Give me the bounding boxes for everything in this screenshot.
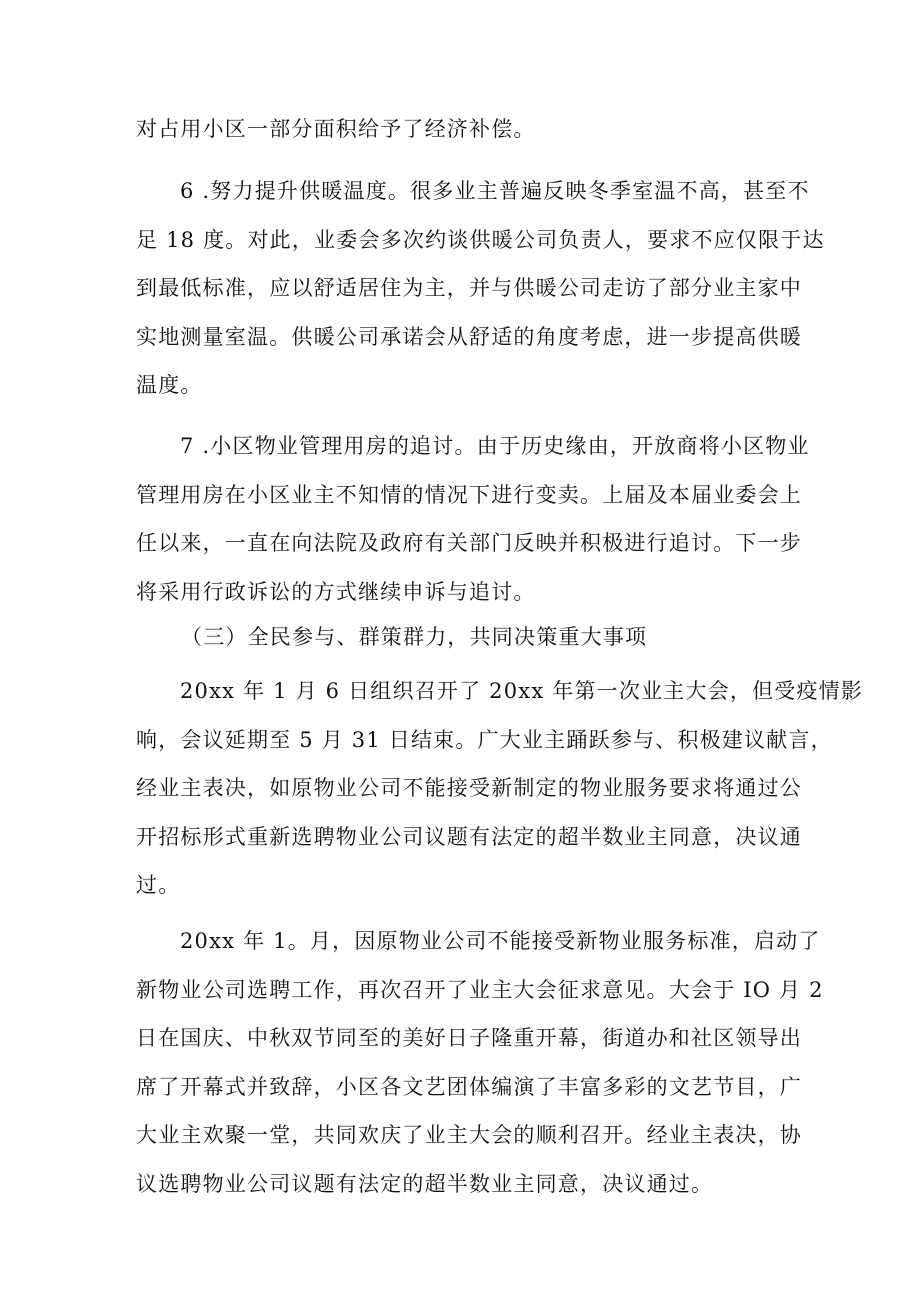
text-line: 席了开幕式并致辞，小区各文艺团体编演了丰富多彩的文艺节目，广 [136,1074,802,1099]
text-line: 响，会议延期至 5 月 31 日结束。广大业主踊跃参与、积极建议献言， [136,727,833,752]
text-line: 将采用行政诉讼的方式继续申诉与追讨。 [136,579,536,604]
text-line: 任以来，一直在向法院及政府有关部门反映并积极进行追讨。下一步 [136,531,802,555]
text-line: 管理用房在小区业主不知情的情况下进行变卖。上届及本届业委会上 [136,482,802,507]
text-line: 到最低标准，应以舒适居住为主，并与供暖公司走访了部分业主家中 [136,276,802,300]
text-line: 开招标形式重新选聘物业公司议题有法定的超半数业主同意，决议通 [136,824,802,849]
text-line: 20xx 年 1。月，因原物业公司不能接受新物业服务标准，启动了 [180,929,821,953]
paragraph-heating-temperature [136,167,825,410]
text-line: 实地测量室温。供暖公司承诺会从舒适的角度考虑，进一步提高供暖 [136,324,802,349]
paragraph-compensation [136,105,786,154]
text-line: 新物业公司选聘工作，再次召开了业主大会征求意见。大会于 IO 月 2 [136,977,824,1002]
paragraph-owners-meeting-first [136,667,864,910]
text-line: 日在国庆、中秋双节同至的美好日子隆重开幕，街道办和社区领导出 [136,1026,802,1050]
text-line: 20xx 年 1 月 6 日组织召开了 20xx 年第一次业主大会，但受疫情影 [180,679,864,703]
text-line: 过。 [136,873,181,897]
text-line: 经业主表决，如原物业公司不能接受新制定的物业服务要求将通过公 [136,776,802,800]
text-line: 足 18 度。对此，业委会多次约谈供暖公司负责人，要求不应仅限于达 [136,227,825,252]
text-line: 温度。 [136,373,203,397]
text-line: 7 .小区物业管理用房的追讨。由于历史缘由，开放商将小区物业 [180,434,810,458]
text-line: 对占用小区一部分面积给予了经济补偿。 [136,117,536,141]
paragraph-owners-meeting-second [136,917,824,1208]
text-line: 议选聘物业公司议题有法定的超半数业主同意，决议通过。 [136,1171,714,1196]
section-heading: （三）全民参与、群策群力，共同决策重大事项 [181,625,648,649]
paragraph-property-room-recovery [136,422,810,616]
text-line: 6 .努力提升供暖温度。很多业主普遍反映冬季室温不高，甚至不 [180,179,810,203]
text-line: 大业主欢聚一堂，共同欢庆了业主大会的顺利召开。经业主表决，协 [136,1123,802,1147]
